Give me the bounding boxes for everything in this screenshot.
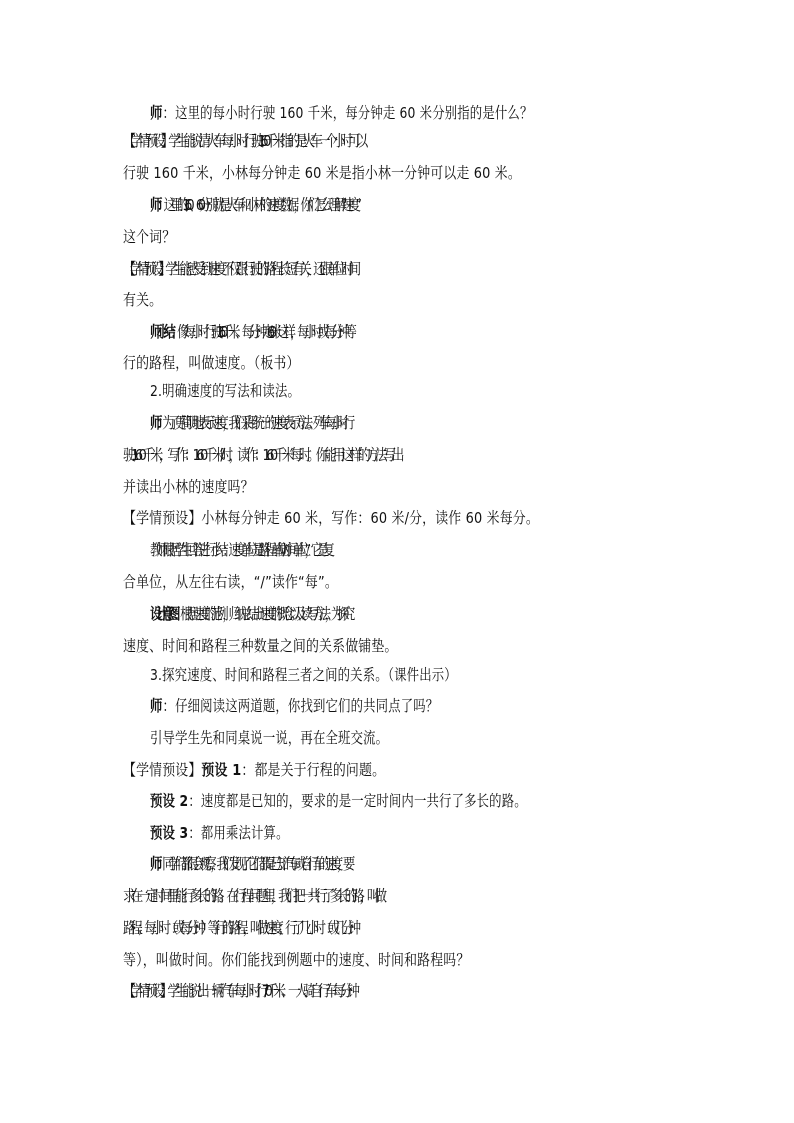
text-line bbox=[150, 413, 784, 433]
line-text: 2.明确速度的写法和读法。 bbox=[150, 382, 301, 400]
text-line bbox=[150, 381, 784, 401]
line-text: 教师根据学生回答进行小结：速度单位是“路程单位/时间单位”，它是复 bbox=[150, 541, 329, 559]
text-line bbox=[123, 259, 784, 279]
line-text: ：像每小时行驶 160 千米、每分钟走 60 米这样，每小时或每分钟等 bbox=[170, 323, 352, 341]
line-text: 求在一定时间里能行多长的路。在行程问题里，我们把一共行了多长的路，叫做 bbox=[123, 887, 382, 905]
text-line bbox=[150, 791, 784, 811]
text-line bbox=[150, 195, 784, 215]
text-line bbox=[123, 760, 784, 780]
text-line bbox=[123, 477, 784, 497]
bold-label: 预设 2 bbox=[150, 792, 189, 810]
text-line bbox=[123, 981, 784, 1001]
line-text: 路程；每小时（或每分钟）等行的路程，叫做速度；行了几小时（或几分钟 bbox=[123, 919, 356, 937]
text-line bbox=[150, 823, 784, 843]
text-line bbox=[123, 131, 784, 151]
line-text: 等），叫做时间。你们能找到例题中的速度、时间和路程吗？ bbox=[123, 951, 470, 969]
line-text: ：都用乘法计算。 bbox=[188, 824, 289, 842]
bold-label: 师小结 bbox=[150, 323, 171, 341]
text-line bbox=[150, 322, 784, 342]
text-line bbox=[150, 540, 784, 560]
line-text: ：为了更简明地表示速度，我们采用统一的速度表示方法。列车每小时行 bbox=[156, 414, 349, 432]
text-line bbox=[123, 572, 784, 592]
text-line bbox=[150, 665, 784, 685]
bold-label: 师 bbox=[150, 414, 157, 432]
line-text: ：这里的每小时行驶 160 千米，每分钟走 60 米分别指的是什么？ bbox=[162, 104, 533, 122]
bold-label: 预设 1 bbox=[201, 761, 242, 779]
text-line bbox=[123, 508, 784, 528]
line-text: ：都是关于行程的问题。 bbox=[241, 761, 386, 779]
bold-label: 师 bbox=[150, 697, 163, 715]
line-text: 行的路程，叫做速度。（板书） bbox=[123, 354, 300, 372]
line-text: 【学情预设】学生能说出一辆汽车每小时行 70 千米、一人骑自行车每分钟 bbox=[123, 982, 355, 1000]
text-line bbox=[150, 696, 784, 716]
line-text: 3.探究速度、时间和路程三者之间的关系。（课件出示） bbox=[150, 666, 457, 684]
line-text: 驶 160 千米，写作：160 千米/时，读作：160 千米每时。你能用这样的方法写出 bbox=[123, 446, 401, 464]
text-line bbox=[150, 604, 784, 624]
text-line bbox=[123, 163, 784, 183]
line-text: 行驶 160 千米，小林每分钟走 60 米是指小林一分钟可以走 60 米。 bbox=[123, 164, 521, 182]
text-line bbox=[123, 353, 784, 373]
bold-label: 师 bbox=[150, 104, 163, 122]
line-text: 引导学生先和同桌说一说，再在全班交流。 bbox=[150, 729, 389, 747]
text-line bbox=[123, 636, 784, 656]
text-line bbox=[150, 103, 784, 123]
line-text: ：根据速度的范例，归纳总结出速度的概念以及读写方法，为探究 bbox=[174, 605, 349, 623]
bold-label: 预设 3 bbox=[150, 824, 189, 842]
text-line bbox=[123, 886, 784, 906]
line-text: 【学情预设】小林每分钟走 60 米，写作：60 米/分，读作 60 米每分。 bbox=[123, 509, 539, 527]
text-line bbox=[150, 728, 784, 748]
line-text: 【学情预设】 bbox=[123, 761, 202, 779]
line-text: 并读出小林的速度吗？ bbox=[123, 478, 254, 496]
line-text: ：这里的 160、60 分别就是火车和小林的速度数据，你们怎么理解“速度” bbox=[156, 196, 357, 214]
text-line bbox=[150, 854, 784, 874]
line-text: ：同学们都很会观察，我们发现了它们都是已知汽车或自行车的速度，要 bbox=[156, 855, 349, 873]
text-line bbox=[123, 950, 784, 970]
line-text: ：速度都是已知的，要求的是一定时间内一共行了多长的路。 bbox=[188, 792, 527, 810]
line-text: 合单位，从左往右读，“/”读作“每”。 bbox=[123, 573, 338, 591]
line-text: ：仔细阅读这两道题，你找到它们的共同点了吗？ bbox=[162, 697, 439, 715]
line-text: 有关。 bbox=[123, 291, 163, 309]
bold-label: 师 bbox=[150, 196, 157, 214]
line-text: 【学情预设】学生能感受到速度不仅跟行驶的路程长短有关，还跟单位时间 bbox=[123, 260, 356, 278]
text-line bbox=[123, 445, 784, 465]
text-line bbox=[123, 227, 784, 247]
bold-label: 师 bbox=[150, 855, 157, 873]
line-text: 【学情预设】学生能说清火车每小时行驶 160 千米指的是火车一个小时可以 bbox=[123, 132, 363, 150]
line-text: 这个词？ bbox=[123, 228, 176, 246]
text-line bbox=[123, 290, 784, 310]
bold-label: 设计意图 bbox=[150, 605, 175, 623]
line-text: 速度、时间和路程三种数量之间的关系做铺垫。 bbox=[123, 637, 398, 655]
text-line bbox=[123, 918, 784, 938]
